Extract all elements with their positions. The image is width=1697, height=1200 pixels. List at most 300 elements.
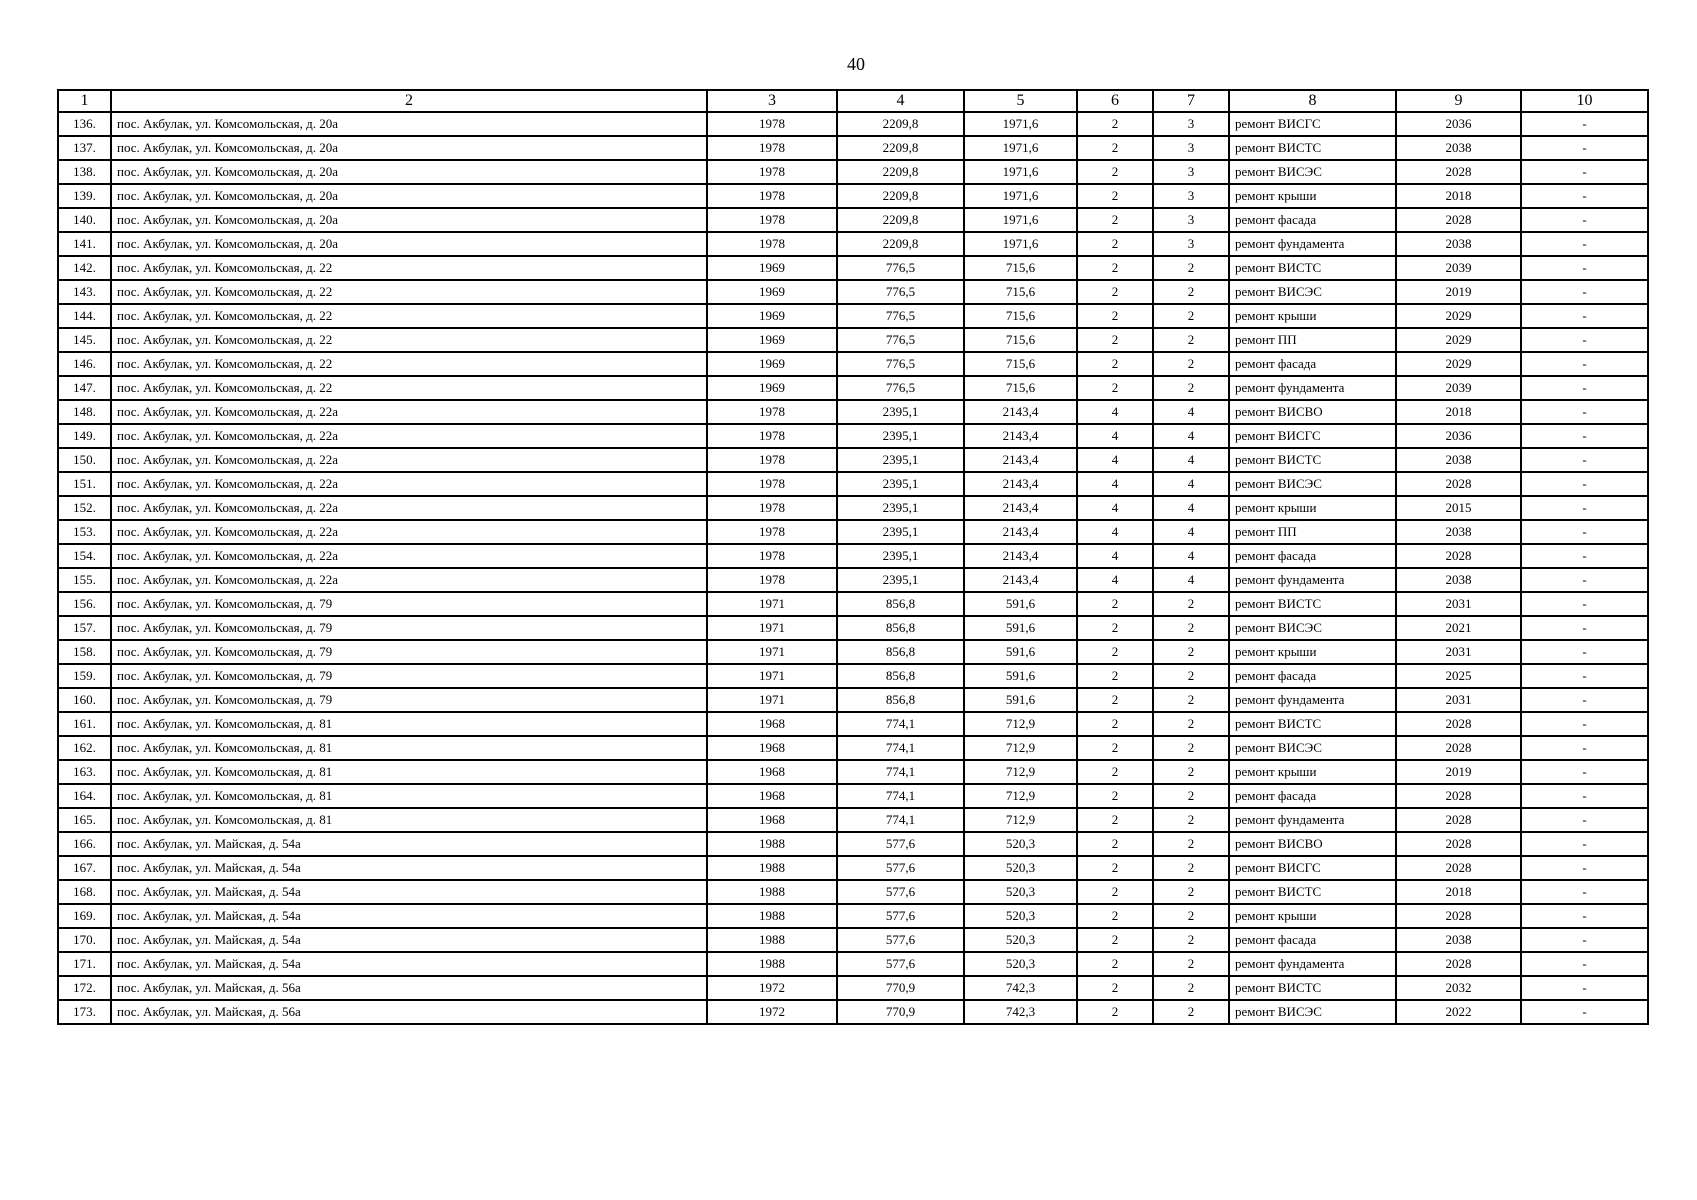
cell-work-type: ремонт ВИСГС [1229,856,1396,880]
cell-living-area: 2143,4 [964,544,1077,568]
table-row [58,232,1648,256]
cell-planned-year: 2025 [1396,664,1521,688]
cell-entrances: 2 [1153,256,1229,280]
cell-floors: 2 [1077,664,1153,688]
cell-living-area: 2143,4 [964,400,1077,424]
cell-floors: 2 [1077,328,1153,352]
header-cell-7: 7 [1153,90,1229,112]
cell-year-built: 1969 [707,280,837,304]
cell-row-number: 155. [58,568,111,592]
cell-planned-year: 2028 [1396,784,1521,808]
cell-work-type: ремонт ПП [1229,328,1396,352]
cell-row-number: 151. [58,472,111,496]
cell-address: пос. Акбулак, ул. Комсомольская, д. 20а [111,136,707,160]
cell-planned-year: 2038 [1396,568,1521,592]
cell-floors: 2 [1077,160,1153,184]
cell-year-built: 1972 [707,976,837,1000]
cell-entrances: 4 [1153,544,1229,568]
cell-address: пос. Акбулак, ул. Майская, д. 54а [111,856,707,880]
cell-year-built: 1969 [707,376,837,400]
cell-note: - [1521,328,1648,352]
cell-work-type: ремонт фундамента [1229,952,1396,976]
cell-note: - [1521,1000,1648,1024]
cell-work-type: ремонт крыши [1229,304,1396,328]
cell-work-type: ремонт фундамента [1229,232,1396,256]
cell-note: - [1521,520,1648,544]
table-row [58,112,1648,136]
cell-work-type: ремонт фундамента [1229,808,1396,832]
cell-year-built: 1978 [707,520,837,544]
cell-work-type: ремонт фасада [1229,664,1396,688]
cell-floors: 2 [1077,688,1153,712]
cell-planned-year: 2028 [1396,544,1521,568]
cell-row-number: 163. [58,760,111,784]
cell-planned-year: 2038 [1396,232,1521,256]
cell-floors: 2 [1077,208,1153,232]
cell-floors: 4 [1077,520,1153,544]
cell-living-area: 1971,6 [964,208,1077,232]
cell-living-area: 1971,6 [964,160,1077,184]
cell-entrances: 2 [1153,904,1229,928]
cell-work-type: ремонт ВИСТС [1229,592,1396,616]
cell-total-area: 776,5 [837,304,964,328]
cell-floors: 2 [1077,808,1153,832]
cell-row-number: 152. [58,496,111,520]
cell-year-built: 1971 [707,592,837,616]
cell-row-number: 159. [58,664,111,688]
header-cell-5: 5 [964,90,1077,112]
cell-planned-year: 2028 [1396,856,1521,880]
cell-year-built: 1969 [707,352,837,376]
cell-floors: 4 [1077,400,1153,424]
cell-note: - [1521,712,1648,736]
cell-total-area: 577,6 [837,880,964,904]
cell-note: - [1521,952,1648,976]
cell-row-number: 153. [58,520,111,544]
cell-planned-year: 2029 [1396,352,1521,376]
cell-work-type: ремонт крыши [1229,904,1396,928]
cell-note: - [1521,424,1648,448]
header-cell-10: 10 [1521,90,1648,112]
cell-floors: 2 [1077,976,1153,1000]
table-row [58,136,1648,160]
cell-entrances: 2 [1153,712,1229,736]
cell-living-area: 715,6 [964,304,1077,328]
cell-year-built: 1988 [707,904,837,928]
cell-floors: 2 [1077,136,1153,160]
cell-total-area: 776,5 [837,376,964,400]
cell-floors: 2 [1077,280,1153,304]
cell-year-built: 1978 [707,568,837,592]
registry-table [57,89,1649,1025]
table-row [58,736,1648,760]
cell-total-area: 2209,8 [837,232,964,256]
cell-living-area: 1971,6 [964,112,1077,136]
cell-note: - [1521,568,1648,592]
cell-living-area: 1971,6 [964,184,1077,208]
cell-note: - [1521,400,1648,424]
table-row [58,904,1648,928]
cell-address: пос. Акбулак, ул. Майская, д. 54а [111,904,707,928]
table-row [58,256,1648,280]
cell-floors: 2 [1077,112,1153,136]
cell-planned-year: 2038 [1396,136,1521,160]
cell-planned-year: 2039 [1396,256,1521,280]
cell-work-type: ремонт ВИСТС [1229,256,1396,280]
cell-row-number: 172. [58,976,111,1000]
cell-note: - [1521,640,1648,664]
cell-address: пос. Акбулак, ул. Комсомольская, д. 79 [111,592,707,616]
cell-floors: 2 [1077,352,1153,376]
cell-total-area: 2395,1 [837,544,964,568]
table-row [58,976,1648,1000]
cell-total-area: 856,8 [837,640,964,664]
page-number: 40 [847,54,865,74]
cell-living-area: 715,6 [964,256,1077,280]
cell-entrances: 3 [1153,160,1229,184]
cell-planned-year: 2031 [1396,592,1521,616]
cell-total-area: 776,5 [837,280,964,304]
cell-address: пос. Акбулак, ул. Комсомольская, д. 20а [111,160,707,184]
cell-entrances: 3 [1153,136,1229,160]
cell-note: - [1521,136,1648,160]
cell-row-number: 171. [58,952,111,976]
cell-work-type: ремонт ВИСТС [1229,880,1396,904]
cell-living-area: 715,6 [964,376,1077,400]
table-row [58,664,1648,688]
cell-row-number: 167. [58,856,111,880]
cell-planned-year: 2028 [1396,736,1521,760]
cell-year-built: 1978 [707,160,837,184]
cell-note: - [1521,664,1648,688]
cell-year-built: 1968 [707,760,837,784]
cell-entrances: 2 [1153,688,1229,712]
cell-work-type: ремонт фасада [1229,544,1396,568]
cell-row-number: 144. [58,304,111,328]
cell-year-built: 1971 [707,640,837,664]
cell-address: пос. Акбулак, ул. Комсомольская, д. 22 [111,280,707,304]
cell-work-type: ремонт ВИСЭС [1229,616,1396,640]
cell-living-area: 591,6 [964,664,1077,688]
cell-living-area: 2143,4 [964,520,1077,544]
cell-planned-year: 2029 [1396,328,1521,352]
cell-address: пос. Акбулак, ул. Комсомольская, д. 20а [111,112,707,136]
cell-work-type: ремонт фундамента [1229,376,1396,400]
cell-floors: 2 [1077,304,1153,328]
cell-total-area: 2395,1 [837,472,964,496]
cell-total-area: 577,6 [837,856,964,880]
cell-planned-year: 2022 [1396,1000,1521,1024]
cell-entrances: 4 [1153,472,1229,496]
cell-total-area: 2395,1 [837,400,964,424]
cell-work-type: ремонт ВИСЭС [1229,1000,1396,1024]
cell-row-number: 158. [58,640,111,664]
cell-work-type: ремонт ВИСЭС [1229,472,1396,496]
cell-entrances: 4 [1153,520,1229,544]
cell-floors: 2 [1077,856,1153,880]
cell-note: - [1521,280,1648,304]
cell-work-type: ремонт ВИСЭС [1229,736,1396,760]
cell-total-area: 774,1 [837,712,964,736]
cell-entrances: 4 [1153,424,1229,448]
cell-note: - [1521,160,1648,184]
cell-entrances: 2 [1153,352,1229,376]
cell-address: пос. Акбулак, ул. Комсомольская, д. 81 [111,712,707,736]
cell-planned-year: 2038 [1396,448,1521,472]
cell-address: пос. Акбулак, ул. Комсомольская, д. 22 [111,328,707,352]
cell-total-area: 2395,1 [837,424,964,448]
cell-note: - [1521,904,1648,928]
cell-address: пос. Акбулак, ул. Комсомольская, д. 22 [111,256,707,280]
cell-note: - [1521,352,1648,376]
cell-floors: 2 [1077,616,1153,640]
cell-note: - [1521,472,1648,496]
cell-living-area: 520,3 [964,904,1077,928]
cell-living-area: 591,6 [964,688,1077,712]
table-row [58,616,1648,640]
table-row [58,520,1648,544]
cell-address: пос. Акбулак, ул. Комсомольская, д. 22а [111,568,707,592]
cell-note: - [1521,112,1648,136]
cell-entrances: 4 [1153,568,1229,592]
cell-note: - [1521,232,1648,256]
cell-note: - [1521,928,1648,952]
cell-work-type: ремонт ВИСЭС [1229,160,1396,184]
cell-planned-year: 2028 [1396,160,1521,184]
table-row [58,400,1648,424]
cell-floors: 2 [1077,832,1153,856]
cell-address: пос. Акбулак, ул. Майская, д. 56а [111,976,707,1000]
cell-year-built: 1972 [707,1000,837,1024]
cell-entrances: 2 [1153,664,1229,688]
cell-note: - [1521,616,1648,640]
cell-row-number: 146. [58,352,111,376]
cell-living-area: 591,6 [964,616,1077,640]
table-row [58,928,1648,952]
cell-year-built: 1971 [707,688,837,712]
table-row [58,352,1648,376]
cell-row-number: 140. [58,208,111,232]
cell-entrances: 2 [1153,880,1229,904]
cell-floors: 2 [1077,760,1153,784]
table-row [58,184,1648,208]
cell-living-area: 520,3 [964,880,1077,904]
cell-total-area: 856,8 [837,688,964,712]
cell-entrances: 2 [1153,616,1229,640]
cell-note: - [1521,256,1648,280]
table-row [58,856,1648,880]
cell-total-area: 577,6 [837,904,964,928]
header-cell-8: 8 [1229,90,1396,112]
table-row [58,880,1648,904]
cell-total-area: 2209,8 [837,208,964,232]
cell-living-area: 742,3 [964,976,1077,1000]
cell-address: пос. Акбулак, ул. Комсомольская, д. 81 [111,760,707,784]
cell-address: пос. Акбулак, ул. Майская, д. 54а [111,880,707,904]
cell-year-built: 1978 [707,208,837,232]
cell-total-area: 776,5 [837,328,964,352]
cell-living-area: 2143,4 [964,424,1077,448]
header-cell-6: 6 [1077,90,1153,112]
cell-note: - [1521,760,1648,784]
cell-floors: 2 [1077,928,1153,952]
cell-living-area: 712,9 [964,712,1077,736]
cell-row-number: 173. [58,1000,111,1024]
cell-floors: 2 [1077,784,1153,808]
cell-planned-year: 2031 [1396,688,1521,712]
cell-entrances: 2 [1153,280,1229,304]
cell-work-type: ремонт ВИСГС [1229,424,1396,448]
cell-total-area: 2209,8 [837,184,964,208]
cell-address: пос. Акбулак, ул. Комсомольская, д. 20а [111,184,707,208]
cell-planned-year: 2028 [1396,472,1521,496]
cell-total-area: 2209,8 [837,112,964,136]
cell-address: пос. Акбулак, ул. Комсомольская, д. 22а [111,472,707,496]
cell-floors: 2 [1077,640,1153,664]
cell-living-area: 591,6 [964,640,1077,664]
table-row [58,592,1648,616]
cell-row-number: 154. [58,544,111,568]
header-cell-3: 3 [707,90,837,112]
cell-floors: 2 [1077,952,1153,976]
cell-total-area: 856,8 [837,664,964,688]
cell-row-number: 142. [58,256,111,280]
cell-floors: 2 [1077,904,1153,928]
cell-total-area: 856,8 [837,592,964,616]
cell-work-type: ремонт крыши [1229,184,1396,208]
cell-living-area: 715,6 [964,352,1077,376]
cell-planned-year: 2019 [1396,760,1521,784]
cell-total-area: 2395,1 [837,448,964,472]
cell-row-number: 139. [58,184,111,208]
cell-floors: 2 [1077,736,1153,760]
cell-row-number: 166. [58,832,111,856]
cell-planned-year: 2028 [1396,712,1521,736]
cell-planned-year: 2028 [1396,952,1521,976]
cell-living-area: 520,3 [964,856,1077,880]
cell-work-type: ремонт фундамента [1229,688,1396,712]
cell-planned-year: 2036 [1396,112,1521,136]
cell-row-number: 141. [58,232,111,256]
table-row [58,208,1648,232]
cell-work-type: ремонт крыши [1229,760,1396,784]
cell-living-area: 715,6 [964,328,1077,352]
cell-planned-year: 2018 [1396,184,1521,208]
cell-year-built: 1978 [707,472,837,496]
cell-living-area: 715,6 [964,280,1077,304]
table-row [58,304,1648,328]
cell-year-built: 1978 [707,544,837,568]
cell-work-type: ремонт ВИСЭС [1229,280,1396,304]
cell-year-built: 1971 [707,664,837,688]
cell-living-area: 520,3 [964,928,1077,952]
cell-floors: 4 [1077,568,1153,592]
cell-planned-year: 2031 [1396,640,1521,664]
cell-entrances: 2 [1153,736,1229,760]
header-cell-2: 2 [111,90,707,112]
cell-floors: 2 [1077,232,1153,256]
cell-floors: 2 [1077,592,1153,616]
cell-address: пос. Акбулак, ул. Комсомольская, д. 22 [111,376,707,400]
cell-note: - [1521,808,1648,832]
cell-address: пос. Акбулак, ул. Комсомольская, д. 22а [111,520,707,544]
table-row [58,952,1648,976]
cell-floors: 2 [1077,256,1153,280]
cell-work-type: ремонт крыши [1229,640,1396,664]
cell-row-number: 169. [58,904,111,928]
cell-planned-year: 2038 [1396,520,1521,544]
cell-planned-year: 2028 [1396,808,1521,832]
cell-living-area: 520,3 [964,952,1077,976]
cell-floors: 4 [1077,472,1153,496]
cell-living-area: 1971,6 [964,232,1077,256]
cell-planned-year: 2029 [1396,304,1521,328]
cell-total-area: 577,6 [837,832,964,856]
table-row [58,568,1648,592]
cell-address: пос. Акбулак, ул. Комсомольская, д. 22а [111,496,707,520]
table-row [58,544,1648,568]
cell-entrances: 2 [1153,928,1229,952]
cell-total-area: 577,6 [837,928,964,952]
cell-year-built: 1988 [707,928,837,952]
cell-work-type: ремонт фасада [1229,352,1396,376]
cell-entrances: 2 [1153,952,1229,976]
cell-address: пос. Акбулак, ул. Комсомольская, д. 79 [111,640,707,664]
header-cell-4: 4 [837,90,964,112]
cell-row-number: 162. [58,736,111,760]
table-row [58,1000,1648,1024]
table-row [58,808,1648,832]
cell-year-built: 1978 [707,232,837,256]
cell-year-built: 1968 [707,712,837,736]
cell-floors: 2 [1077,1000,1153,1024]
header-row [58,90,1648,112]
cell-entrances: 2 [1153,304,1229,328]
cell-floors: 4 [1077,544,1153,568]
cell-living-area: 2143,4 [964,448,1077,472]
cell-entrances: 4 [1153,496,1229,520]
cell-work-type: ремонт ВИСГС [1229,112,1396,136]
cell-total-area: 774,1 [837,784,964,808]
table-body [58,112,1648,1024]
cell-planned-year: 2038 [1396,928,1521,952]
cell-living-area: 712,9 [964,784,1077,808]
cell-entrances: 2 [1153,1000,1229,1024]
cell-work-type: ремонт фасада [1229,208,1396,232]
cell-row-number: 136. [58,112,111,136]
cell-note: - [1521,208,1648,232]
cell-living-area: 712,9 [964,736,1077,760]
table-row [58,832,1648,856]
cell-address: пос. Акбулак, ул. Комсомольская, д. 79 [111,688,707,712]
cell-floors: 4 [1077,496,1153,520]
cell-work-type: ремонт ВИСВО [1229,400,1396,424]
cell-row-number: 145. [58,328,111,352]
cell-entrances: 2 [1153,592,1229,616]
table-row [58,160,1648,184]
cell-entrances: 3 [1153,184,1229,208]
cell-address: пос. Акбулак, ул. Майская, д. 54а [111,832,707,856]
cell-living-area: 1971,6 [964,136,1077,160]
table-row [58,688,1648,712]
cell-work-type: ремонт фундамента [1229,568,1396,592]
cell-address: пос. Акбулак, ул. Комсомольская, д. 81 [111,784,707,808]
cell-entrances: 2 [1153,856,1229,880]
cell-year-built: 1978 [707,448,837,472]
cell-year-built: 1968 [707,808,837,832]
cell-row-number: 160. [58,688,111,712]
table-row [58,472,1648,496]
